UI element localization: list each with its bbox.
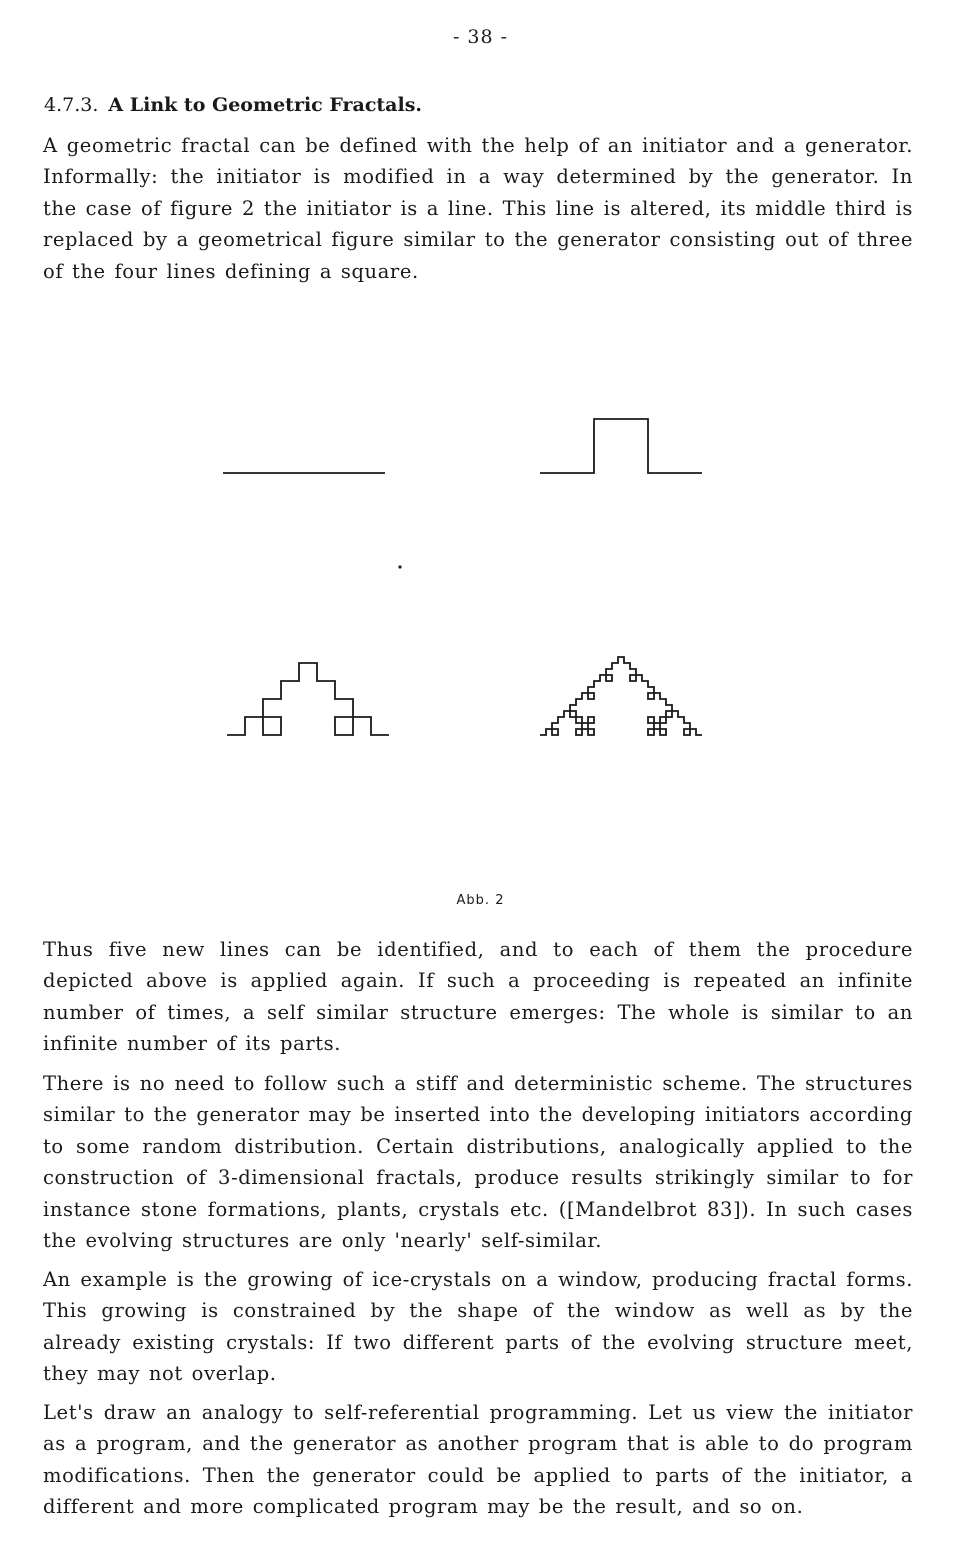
figure-caption: Abb. 2 xyxy=(456,893,505,908)
page-number: - 38 - xyxy=(452,26,509,48)
paragraph-thus: Thus five new lines can be identified, and to each of them the procedure depicted above is applied again. If such a proceeding is repeated an infinite number of times, a self similar structure emerges: The whole is similar to an infinite number of its parts. xyxy=(43,938,913,1056)
section-heading xyxy=(44,94,422,116)
section-number: 4.7.3. xyxy=(44,94,99,116)
paragraph-analogy: Let's draw an analogy to self-referential programming. Let us view the initiator as a program, and the generator as another program that is able to do program modifications. Then the generator could be applied to parts of the initiator, a different and more complicated program may be the result, and so on. xyxy=(43,1401,913,1519)
paragraph-intro: A geometric fractal can be defined with the help of an initiator and a generator. Informally: the initiator is modified in a way determined by the generator. In the case of figure 2 the initiator is a line. This line is altered, its middle third is replaced by a geometrical figure similar to the generator consisting out of three of the four lines defining a square. xyxy=(43,134,913,283)
fractal-iteration-3 xyxy=(540,657,702,735)
fractal-generator xyxy=(540,419,702,473)
paragraph-example: An example is the growing of ice-crystals on a window, producing fractal forms. This growing is constrained by the shape of the window as well as by the already existing crystals: If two different parts of the evolving structure meet, they may not overlap. xyxy=(43,1268,913,1386)
fractal-iteration-2 xyxy=(227,663,389,735)
stray-dot xyxy=(398,565,401,568)
paragraph-no-need: There is no need to follow such a stiff and deterministic scheme. The structures similar to the generator may be inserted into the developing initiators according to some random distribution. Certain distributions, analogically applied to the construction of 3-dimensional fractals, produce results strikingly similar to for instance stone formations, plants, crystals etc. ([Mandelbrot 83]). In such cases the evolving structures are only 'nearly' self-similar. xyxy=(43,1072,913,1253)
section-title: A Link to Geometric Fractals. xyxy=(108,94,423,116)
